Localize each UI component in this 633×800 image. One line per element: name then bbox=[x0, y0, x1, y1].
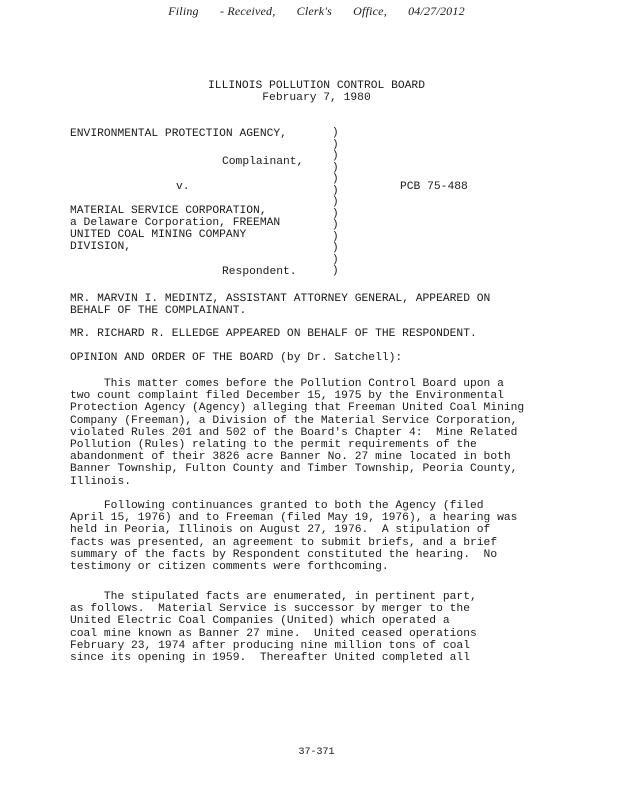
appearance-complainant bbox=[70, 293, 570, 317]
text-line: The stipulated facts are enumerated, in pertinent part, bbox=[70, 591, 477, 603]
text-line: summary of the facts by Respondent constituted the hearing. No bbox=[70, 548, 498, 561]
appearance-line: BEHALF OF THE COMPLAINANT. bbox=[70, 305, 247, 318]
paragraph-3 bbox=[70, 591, 570, 664]
text-line: violated Rules 201 and 502 of the Board's Chapter 4: Mine Related bbox=[70, 426, 518, 439]
versus-label: v. bbox=[176, 181, 190, 193]
complainant-name: ENVIRONMENTAL PROTECTION AGENCY, bbox=[70, 128, 287, 140]
respondent-line-3: UNITED COAL MINING COMPANY bbox=[70, 229, 247, 241]
text-line: facts was presented, an agreement to submit briefs, and a brief bbox=[70, 536, 498, 549]
clerks-label: Clerk's bbox=[296, 4, 332, 18]
board-name: ILLINOIS POLLUTION CONTROL BOARD bbox=[208, 80, 425, 92]
office-label: Office, bbox=[353, 4, 387, 18]
respondent-line-4: DIVISION, bbox=[70, 241, 132, 253]
text-line: coal mine known as Banner 27 mine. United ceased operations bbox=[70, 627, 477, 640]
text-line: two count complaint filed December 15, 1975 by the Environmental bbox=[70, 390, 504, 403]
text-line: April 15, 1976) and to Freeman (filed May 19, 1976), a hearing was bbox=[70, 512, 518, 525]
text-line: Following continuances granted to both the Agency (filed bbox=[70, 500, 484, 512]
text-line: Protection Agency (Agency) alleging that Freeman United Coal Mining bbox=[70, 402, 525, 415]
filing-label: Filing bbox=[168, 4, 199, 18]
filing-stamp bbox=[0, 4, 633, 19]
appearance-line: MR. RICHARD R. ELLEDGE APPEARED ON BEHALF OF THE RESPONDENT. bbox=[70, 328, 477, 340]
opinion-heading: OPINION AND ORDER OF THE BOARD (by Dr. Satchell): bbox=[70, 352, 403, 364]
complainant-role: Complainant, bbox=[222, 156, 304, 168]
text-line: Illinois. bbox=[70, 475, 132, 488]
respondent-line-2: a Delaware Corporation, FREEMAN bbox=[70, 217, 281, 229]
paragraph-2 bbox=[70, 500, 570, 573]
text-line: February 23, 1974 after producing nine million tons of coal bbox=[70, 639, 470, 652]
text-line: Pollution (Rules) relating to the permit requirements of the bbox=[70, 439, 477, 452]
page-number: 37-371 bbox=[298, 747, 335, 758]
text-line: Company (Freeman), a Division of the Material Service Corporation, bbox=[70, 414, 518, 427]
board-date: February 7, 1980 bbox=[262, 92, 371, 104]
text-line: as follows. Material Service is successor by merger to the bbox=[70, 603, 470, 616]
text-line: testimony or citizen comments were forthcoming. bbox=[70, 561, 389, 574]
received-label: - Received, bbox=[219, 4, 276, 18]
text-line: abandonment of their 3826 acre Banner No. 27 mine located in both bbox=[70, 451, 511, 464]
text-line: Banner Township, Fulton County and Timber Township, Peoria County, bbox=[70, 463, 518, 476]
respondent-role: Respondent. bbox=[222, 266, 297, 278]
appearance-respondent bbox=[70, 328, 570, 340]
paragraph-1 bbox=[70, 378, 570, 488]
text-line: United Electric Coal Companies (United) which operated a bbox=[70, 615, 450, 628]
appearance-line: MR. MARVIN I. MEDINTZ, ASSISTANT ATTORNEY GENERAL, APPEARED ON bbox=[70, 293, 491, 305]
text-line: This matter comes before the Pollution Control Board upon a bbox=[70, 378, 504, 390]
case-number: PCB 75-488 bbox=[400, 181, 468, 193]
caption-bracket: ) ) ) ) ) ) ) ) ) ) ) ) ) bbox=[332, 127, 339, 277]
text-line: since its opening in 1959. Thereafter United completed all bbox=[70, 652, 470, 665]
text-line: held in Peoria, Illinois on August 27, 1976. A stipulation of bbox=[70, 524, 491, 537]
filing-date: 04/27/2012 bbox=[408, 4, 465, 18]
respondent-line-1: MATERIAL SERVICE CORPORATION, bbox=[70, 205, 267, 217]
